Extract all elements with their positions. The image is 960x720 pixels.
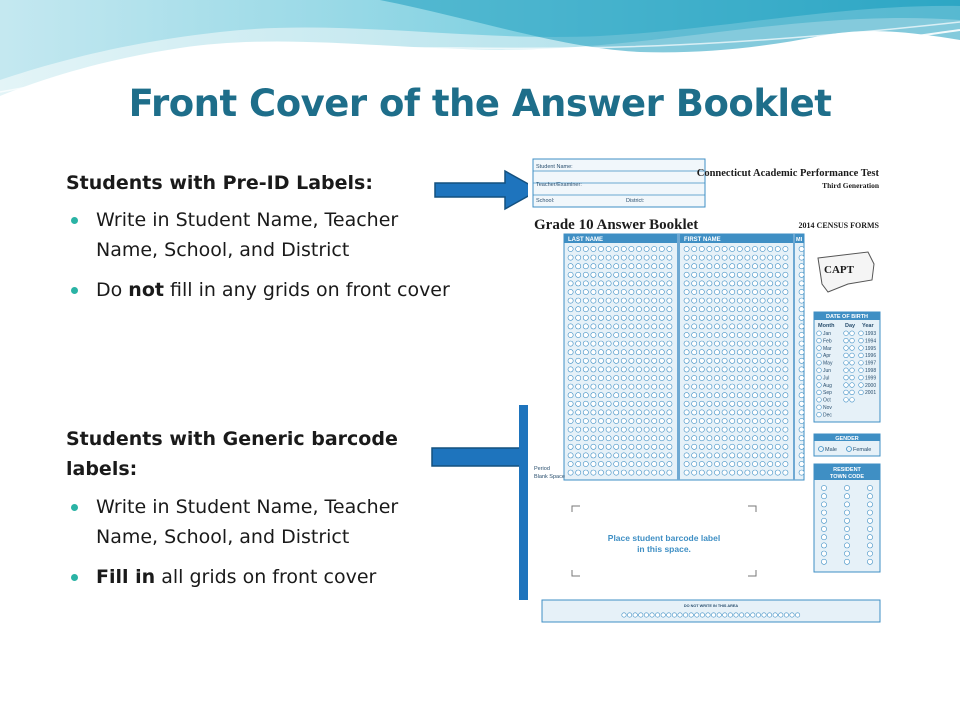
- day-bubble: [844, 398, 849, 403]
- strip-bubble: [689, 613, 693, 617]
- bullet-text-bold: Fill in: [96, 566, 156, 588]
- month-label: Nov: [823, 405, 832, 411]
- pre-id-heading: Students with Pre-ID Labels:: [66, 172, 373, 194]
- date-of-birth-grid: [814, 312, 880, 422]
- do-not-write-label: DO NOT WRITE IN THIS AREA: [683, 604, 739, 608]
- town-code-bubble: [844, 494, 849, 499]
- generation-label: Third Generation: [822, 181, 879, 190]
- month-bubble: [817, 405, 822, 410]
- barcode-line-1: Place student barcode label: [607, 533, 721, 543]
- town-code-bubble: [844, 518, 849, 523]
- month-bubble: [817, 338, 822, 343]
- day-bubble: [850, 346, 855, 351]
- town-code-bubble: [844, 559, 849, 564]
- town-code-grid: [814, 464, 880, 572]
- year-bubble: [859, 361, 864, 366]
- year-bubble: [859, 346, 864, 351]
- gender-grid: [814, 434, 880, 456]
- town-code-bubble: [867, 485, 872, 490]
- strip-bubble: [661, 613, 665, 617]
- year-bubble: [859, 338, 864, 343]
- student-info-box: [533, 159, 705, 207]
- day-bubble: [844, 338, 849, 343]
- town-code-bubble: [867, 510, 872, 515]
- day-bubble: [850, 375, 855, 380]
- capt-logo-text: CAPT: [824, 264, 854, 276]
- day-bubble: [850, 368, 855, 373]
- day-bubble: [844, 390, 849, 395]
- day-bubble: [850, 338, 855, 343]
- town-code-bubble: [844, 526, 849, 531]
- blank-space-label: Blank Space: [534, 474, 565, 480]
- day-bubble: [850, 353, 855, 358]
- dob-month-header: Month: [818, 323, 835, 329]
- month-label: Jul: [823, 375, 830, 382]
- day-bubble: [850, 390, 855, 395]
- strip-bubble: [790, 613, 794, 617]
- strip-bubble: [695, 613, 699, 617]
- bullet-text: Write in Student Name, Teacher Name, School, and District: [96, 209, 399, 261]
- month-label: Feb: [823, 338, 832, 345]
- strip-bubble: [627, 613, 631, 617]
- day-bubble: [844, 346, 849, 351]
- strip-bubble: [784, 613, 788, 617]
- day-bubble: [844, 331, 849, 336]
- bullet-dot-icon: [71, 504, 78, 511]
- month-label: Aug: [823, 382, 832, 389]
- period-label: Period: [534, 466, 550, 472]
- town-code-bubble: [867, 494, 872, 499]
- gender-header: GENDER: [835, 436, 859, 442]
- answer-booklet-cover: [528, 152, 900, 652]
- strip-bubble: [728, 613, 732, 617]
- strip-bubble: [745, 613, 749, 617]
- town-code-bubble: [867, 543, 872, 548]
- gender-male: Male: [825, 447, 837, 453]
- strip-bubble: [683, 613, 687, 617]
- strip-bubble: [644, 613, 648, 617]
- generic-barcode-heading: Students with Generic barcode labels:: [66, 428, 398, 480]
- strip-bubble: [667, 613, 671, 617]
- town-code-bubble: [821, 535, 826, 540]
- town-code-bubble: [821, 502, 826, 507]
- grade-title: Grade 10 Answer Booklet: [534, 217, 699, 233]
- student-name-field: Student Name:: [536, 164, 573, 170]
- bullet-dot-icon: [71, 217, 78, 224]
- do-not-write-strip: [542, 600, 880, 622]
- generic-bullet-list: [66, 492, 456, 602]
- strip-bubble: [734, 613, 738, 617]
- gender-female: Female: [853, 447, 872, 453]
- barcode-line-2: in this space.: [637, 544, 691, 554]
- town-code-bubble: [867, 502, 872, 507]
- dob-header: DATE OF BIRTH: [825, 314, 869, 320]
- dob-day-header: Day: [845, 323, 856, 329]
- strip-bubble: [762, 613, 766, 617]
- month-bubble: [817, 368, 822, 373]
- year-label: 1996: [865, 353, 877, 360]
- bullet-text-post: all grids on front cover: [155, 566, 377, 588]
- bullet-text-pre: Do: [96, 279, 129, 301]
- town-code-bubble: [821, 518, 826, 523]
- month-bubble: [817, 331, 822, 336]
- last-name-header: LAST NAME: [568, 237, 603, 243]
- day-bubble: [844, 375, 849, 380]
- bullet-text-post: fill in any grids on front cover: [163, 279, 450, 301]
- month-bubble: [817, 361, 822, 366]
- strip-bubble: [706, 613, 710, 617]
- month-bubble: [817, 346, 822, 351]
- town-code-bubble: [844, 485, 849, 490]
- month-bubble: [817, 390, 822, 395]
- town-code-bubble: [867, 526, 872, 531]
- strip-bubble: [773, 613, 777, 617]
- capt-logo: [818, 252, 874, 292]
- year-label: 1993: [865, 331, 877, 337]
- test-name: Connecticut Academic Performance Test: [696, 168, 879, 179]
- bullet-dot-icon: [71, 287, 78, 294]
- year-bubble: [859, 331, 864, 336]
- town-code-bubble: [867, 559, 872, 564]
- year-bubble: [859, 390, 864, 395]
- day-bubble: [850, 361, 855, 366]
- year-bubble: [859, 368, 864, 373]
- town-header-2: TOWN CODE: [829, 474, 865, 480]
- strip-bubble: [767, 613, 771, 617]
- month-bubble: [817, 353, 822, 358]
- strip-bubble: [700, 613, 704, 617]
- month-label: Jan: [823, 331, 832, 337]
- bullet-dot-icon: [71, 574, 78, 581]
- town-code-bubble: [844, 502, 849, 507]
- town-code-bubble: [821, 543, 826, 548]
- year-label: 1995: [865, 345, 877, 352]
- town-code-bubble: [821, 510, 826, 515]
- month-label: Dec: [823, 412, 832, 419]
- town-code-bubble: [844, 535, 849, 540]
- year-label: 1998: [865, 368, 877, 374]
- slide-title: Front Cover of the Answer Booklet: [128, 82, 832, 125]
- town-code-bubble: [821, 485, 826, 490]
- town-code-bubble: [821, 494, 826, 499]
- strip-bubble: [655, 613, 659, 617]
- year-label: 2000: [865, 382, 877, 389]
- bullet-text-bold: not: [128, 279, 164, 301]
- district-field: District:: [626, 198, 645, 204]
- strip-bubble: [678, 613, 682, 617]
- town-code-bubble: [844, 510, 849, 515]
- strip-bubble: [723, 613, 727, 617]
- town-code-bubble: [867, 518, 872, 523]
- arrow-right-icon: [433, 168, 543, 212]
- strip-bubble: [739, 613, 743, 617]
- month-bubble: [817, 383, 822, 388]
- month-bubble: [817, 412, 822, 417]
- day-bubble: [850, 398, 855, 403]
- day-bubble: [850, 331, 855, 336]
- town-code-bubble: [821, 551, 826, 556]
- teacher-field: Teacher/Examiner:: [536, 182, 582, 188]
- month-bubble: [817, 375, 822, 380]
- year-bubble: [859, 383, 864, 388]
- strip-bubble: [717, 613, 721, 617]
- town-code-bubble: [821, 526, 826, 531]
- town-code-bubble: [821, 559, 826, 564]
- town-code-bubble: [867, 535, 872, 540]
- town-header-1: RESIDENT: [833, 467, 861, 473]
- month-label: Mar: [823, 345, 832, 352]
- strip-bubble: [622, 613, 626, 617]
- strip-bubble: [756, 613, 760, 617]
- strip-bubble: [672, 613, 676, 617]
- first-name-header: FIRST NAME: [684, 237, 721, 243]
- pre-id-bullet-list: [66, 205, 456, 315]
- month-label: Apr: [823, 353, 831, 360]
- town-code-bubble: [844, 543, 849, 548]
- strip-bubble: [633, 613, 637, 617]
- month-label: Sep: [823, 390, 832, 397]
- list-item: [66, 492, 456, 552]
- census-label: 2014 CENSUS FORMS: [798, 221, 879, 230]
- bullet-text: Write in Student Name, Teacher Name, School, and District: [96, 496, 399, 548]
- strip-bubble: [711, 613, 715, 617]
- day-bubble: [844, 353, 849, 358]
- strip-bubble: [779, 613, 783, 617]
- day-bubble: [844, 383, 849, 388]
- name-bubble-grid: [564, 234, 804, 480]
- school-field: School:: [536, 198, 555, 204]
- year-label: 2001: [865, 390, 877, 397]
- month-label: Jun: [823, 368, 832, 374]
- strip-bubble: [751, 613, 755, 617]
- list-item: [66, 275, 456, 305]
- dob-year-header: Year: [862, 323, 874, 329]
- year-label: 1999: [865, 375, 877, 382]
- month-label: Oct: [823, 397, 831, 404]
- town-code-bubble: [844, 551, 849, 556]
- year-label: 1994: [865, 338, 877, 345]
- middle-initial-header: MI: [796, 237, 803, 243]
- town-code-bubble: [867, 551, 872, 556]
- day-bubble: [844, 361, 849, 366]
- strip-bubble: [650, 613, 654, 617]
- year-bubble: [859, 375, 864, 380]
- day-bubble: [850, 383, 855, 388]
- day-bubble: [844, 368, 849, 373]
- barcode-label-area: [572, 506, 756, 576]
- month-label: May: [823, 360, 833, 367]
- month-bubble: [817, 398, 822, 403]
- strip-bubble: [795, 613, 799, 617]
- year-label: 1997: [865, 360, 877, 367]
- list-item: [66, 562, 456, 592]
- list-item: [66, 205, 456, 265]
- year-bubble: [859, 353, 864, 358]
- strip-bubble: [639, 613, 643, 617]
